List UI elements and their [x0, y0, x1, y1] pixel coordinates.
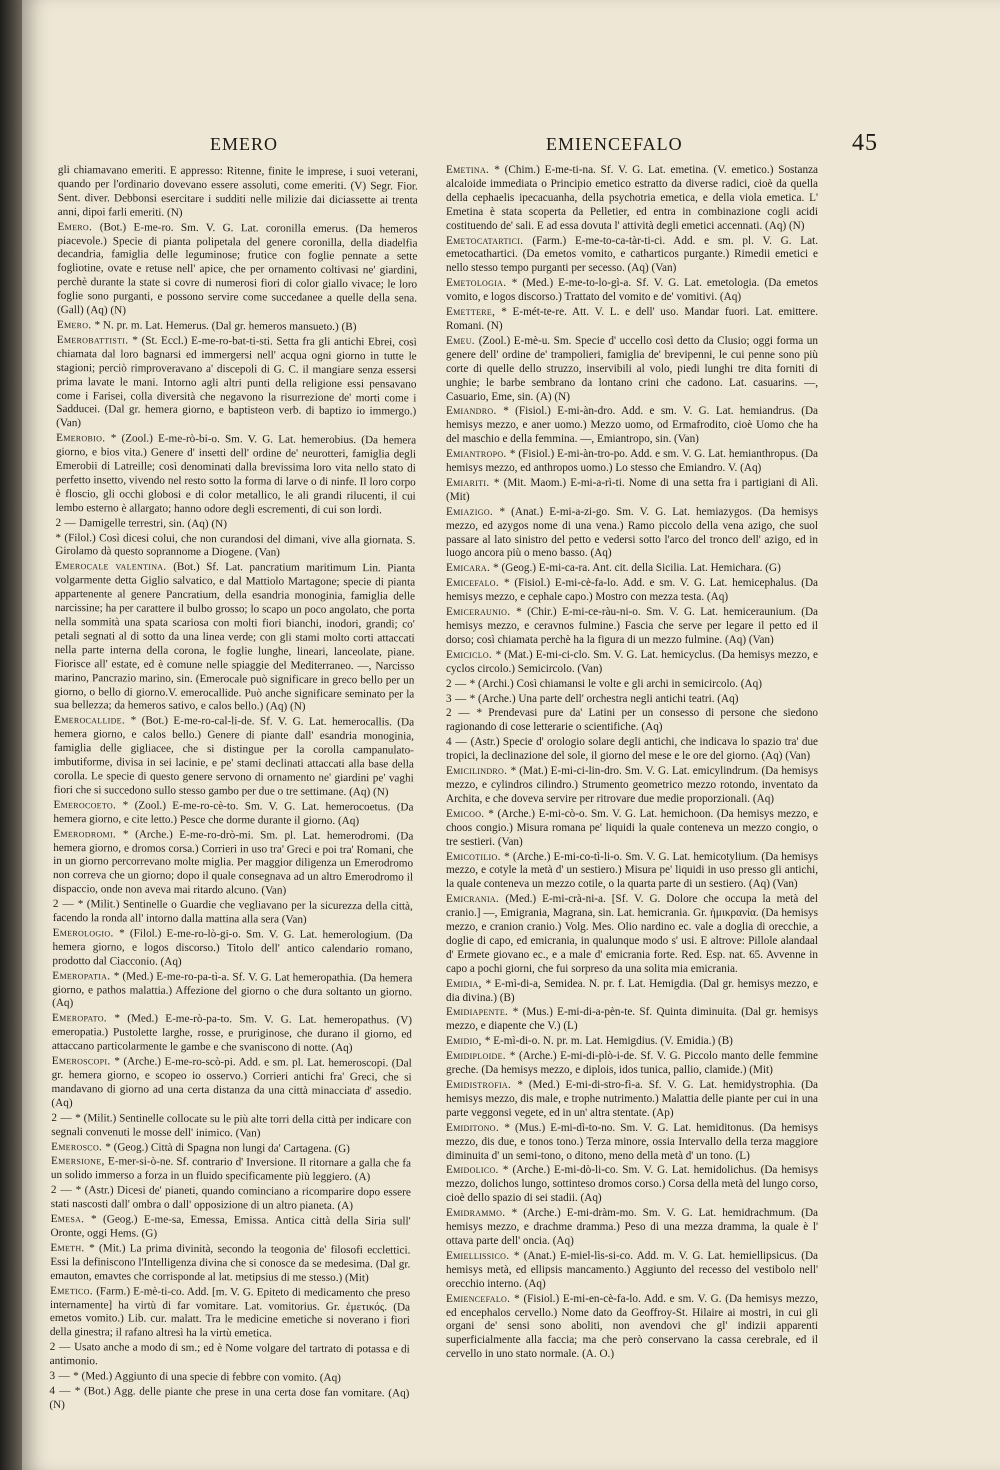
- entry-definition: * (Milit.) Sentinelle o Guardie che vegliavano per la sicurezza della città, facendo la ronda all' intorno dalla mattina alla sera (Van): [52, 898, 413, 926]
- entry-headword: Emetico.: [50, 1284, 97, 1297]
- entry-headword: Emiencefalo.: [446, 1292, 515, 1305]
- entry-definition: * (Arche.) E-mi-cò-o. Sm. V. G. Lat. hemichoon. (Da hemisys mezzo, e choos congio.) Misura romana pe' liquidi la quale conteneva un mezzo congio, o tre sestieri. (Van): [446, 807, 818, 848]
- dictionary-entry: [57, 221, 418, 321]
- entry-headword: Emidiapente.: [446, 1006, 513, 1019]
- entry-headword: Emerocale valentina.: [55, 560, 174, 574]
- entry-definition: * (Geog.) E-mi-ca-ra. Ant. cit. della Sicilia. Lat. Hemichara. (G): [493, 562, 781, 575]
- dictionary-entry: [49, 1370, 409, 1386]
- entry-headword: Emiellissico.: [446, 1249, 514, 1262]
- running-head-left: EMERO: [210, 134, 278, 154]
- entry-definition: * (Fisiol.) E-mi-cè-fa-lo. Add. e sm. V. G. Lat. hemicephalus. (Da hemisys mezzo, e cephale capo.) Mostro con mezza testa. (Aq): [446, 577, 818, 604]
- dictionary-entry: [446, 693, 818, 707]
- dictionary-entry: [446, 649, 818, 677]
- entry-definition: * (Anat.) E-mi-a-zi-go. Sm. V. G. Lat. hemiazygos. (Da hemisys mezzo, ed azygos nome di una vena.) Ramo piccolo della vena azigo, che suol passare al lato sinistro del petto e vedersi sotto l'arco del tronco dell' azigo, ed in luogo ancora più o meno basso. (Aq): [446, 505, 818, 560]
- dictionary-entry: [446, 562, 818, 576]
- entry-definition: * (Arche.) Una parte dell' orchestra negli antichi teatri. (Aq): [469, 692, 739, 705]
- dictionary-entry: [446, 235, 818, 277]
- entry-definition: * (Arche.) E-mi-dràm-mo. Sm. V. G. Lat. hemidrachmum. (Da hemisys mezzo, e drachme dramma.) Peso di una mezza dramma, la quale è l' ottava parte dell' oncia. (Aq): [446, 1207, 818, 1247]
- entry-headword: 2 —: [55, 516, 80, 529]
- entry-definition: * (Mat.) E-mi-ci-clo. Sm. V. G. Lat. hemicyclus. (Da hemisys mezzo, e cyclos circolo.) Semicircolo. (Van): [446, 648, 818, 675]
- entry-definition: * (Zool.) E-me-rò-bi-o. Sm. V. G. Lat. hemerobius. (Da hemera giorno, e bios vita.) Genere d' insetti dell' ordine de' neurotteri, famiglia degli Emerobii di Latreille; così denominati dalla brevissima loro vita nello stato di perfetto insetto, vivendo nel resto sotto la forma di larve o di ninfe. Il loro corpo è floscio, gli occhi globosi e di color metallico, le ali grandi rilucenti, il cui lembo esterno è allargato; hanno odore degli escrementi, di cui son lordi.: [55, 432, 417, 517]
- entry-definition: * (St. Eccl.) E-me-ro-bat-ti-sti. Setta fra gli antichi Ebrei, così chiamata dal loro bagnarsi ed immergersi nell' acqua ogni giorno in tutte le stagioni; perciò rimproveravano a' discepoli di G. C. il mangiare senza essersi prima lavate le mani. Intorno agli altri punti della religione essi pensavano come i Farisei, colla diversità che negavono la risurrezione de' morti come i Sadducei. (Dal gr. hemera giorno, e baptisteon verb. di baptizo io immergo.) (Van): [56, 334, 417, 430]
- entry-headword: 3 —: [49, 1370, 74, 1383]
- entry-definition: * E-mì-di-o. N. pr. m. Lat. Hemigdius. (V. Emidia.) (B): [484, 1035, 733, 1048]
- entry-headword: 4 —: [49, 1384, 75, 1398]
- entry-definition: * (Mat.) E-mi-ci-lin-dro. Sm. V. G. Lat. emicylindrum. (Da hemisys mezzo, e cylindros cilindro.) Strumento geometrico mezzo rotondo, inventato da Archita, e che doveva servire per ritrovare due medie proporzionali. (Aq): [446, 765, 818, 805]
- book-spine-shadow: [0, 0, 22, 1470]
- entry-definition: * E-mì-di-a, Semidea. N. pr. f. Lat. Hemigdia. (Dal gr. hemisys mezzo, e dia divina.) (B): [446, 977, 818, 1004]
- entry-definition: * (Bot.) Agg. delle piante che prese in una certa dose fan vomitare. (Aq) (N): [49, 1385, 410, 1411]
- dictionary-entry: [446, 1050, 818, 1078]
- dictionary-entry: [446, 893, 818, 976]
- entry-definition: * (Med.) E-me-to-lo-gì-a. Sf. V. G. Lat. emetologia. (Da emetos vomito, e logos discorso.) Trattato del vomito e de' vomitivi. (Aq): [446, 277, 818, 304]
- dictionary-entry: [446, 477, 818, 505]
- entry-definition: (Bot.) Sf. Lat. pancratium maritimum Lin. Pianta volgarmente detta Giglio salvatico, e dal Mattiolo Martagone; specie di pianta appartenente al genere Pancratium, della esandria monoginia, famiglia delle narcissine; ha per carattere il bulbo grosso; lo scapo un poco angolato, che porta nella sommità una spata scariosa con molti fiori bianchi, inodori, grandi; co' petali segnati al di sotto da una linea verde; con gli stami molto corti attaccati nella parte interna della corona, le foglie lunghe, lineari, lanceolate, piane. Fiorisce all' estate, ed è comune nelle spiaggie del Mediterraneo. —, Narcisso marino, Pancrazio marino, sin. (Emerocale può significare in greco bello per un giorno, o bello di giorno.V. emerocallide. Può anche significare seminato per la sua bellezza; da hemeros sativo, e calos bello.) (Aq) (N): [54, 561, 416, 714]
- entry-headword: 2 —: [49, 1341, 75, 1354]
- entry-headword: Emerobio.: [56, 432, 111, 445]
- entry-headword: Emerobattisti.: [56, 333, 133, 347]
- entry-headword: Emesa.: [50, 1213, 92, 1226]
- dictionary-entry: [446, 851, 818, 893]
- dictionary-entry: [446, 1079, 818, 1121]
- dictionary-entry: [55, 532, 415, 562]
- entry-definition: * (Filol.) Così dicesi colui, che non curandosi del dimani, vive alla giornata. S. Girolamo dà questo soprannome a Diogene. (Van): [55, 531, 416, 560]
- entry-headword: Emicefalo.: [446, 577, 505, 590]
- entry-definition: * (Med.) Aggiunto di una specie di febbre con vomito. (Aq): [73, 1370, 341, 1385]
- dictionary-entry: [52, 1012, 412, 1056]
- entry-definition: * (Archi.) Così chiamansi le volte e gli archi in semicircolo. (Aq): [469, 677, 762, 690]
- entry-definition: * (Fisiol.) E-mi-àn-dro. Add. e sm. V. G. Lat. hemiandrus. (Da hemisys mezzo, e aner uomo.) Mezzo uomo, od Ermafrodito, cioè Uomo che ha del maschio e della femmina. —, Emiantropo, sin. (Van): [446, 405, 819, 446]
- entry-definition: * (Arche.) E-mi-co-tì-li-o. Sm. V. G. Lat. hemicotylium. (Da hemisys mezzo, e cotyle la metà d' un sestiero.) Misura pe' liquidi in uso presso gli antichi, la quale conteneva un mezzo cotile, o la quarta parte di un sestiero. (Aq) (Van): [446, 850, 818, 891]
- dictionary-entry: [55, 517, 415, 533]
- dictionary-entry: [52, 927, 412, 971]
- entry-headword: Emiandro.: [446, 405, 504, 418]
- entry-headword: 3 —: [446, 692, 470, 705]
- entry-definition: E-mer-si-ò-ne. Sf. contrario d' Inversione. Il ritornare a galla che fa un solido immerso a forza in un fluido specificamente più leggiero. (A): [50, 1155, 412, 1184]
- dictionary-entry: [446, 606, 818, 648]
- dictionary-entry: [446, 678, 818, 692]
- entry-definition: (Farm.) E-me-to-ca-tàr-ti-ci. Add. e sm. pl. V. G. Lat. emetocathartici. (Da emetos vomito, e catharticos purgante.) Rimedii emetici e nello stesso tempo purganti per secesso. (Aq) (Van): [446, 234, 819, 275]
- entry-definition: * (Arche.) E-mi-di-plò-i-de. Sf. V. G. Piccolo manto delle femmine greche. (Da hemisys mezzo, e diplois, idos tunica, pallio, clamide.) (Mit): [446, 1050, 818, 1077]
- entry-definition: * (Arche.) E-me-ro-scò-pi. Add. e sm. pl. Lat. hemeroscopi. (Dal gr. hemera giorno, e scopeo io osservo.) Corrieri antichi fra' Greci, che si mandavano di giorno ad una certa distanza da una città minacciata d' assedio. (Aq): [51, 1055, 412, 1109]
- dictionary-entry: [54, 560, 415, 715]
- entry-headword: Emetologia.: [446, 277, 512, 290]
- dictionary-entry: [446, 405, 818, 447]
- entry-headword: Emicilindro.: [446, 765, 511, 778]
- dictionary-entry: [50, 1285, 410, 1343]
- entry-definition: (Med.) E-mi-crà-ni-a. [Sf. V. G. Dolore che occupa la metà del cranio.] —, Emigrania, Magrana, sin. Lat. hemicrania. Gr. ἡμικρανία. (Da hemisys mezzo, e cranion cranio.) Volg. Mes. Olio nardino ec. vale a doglia di orecchie, a doglie di capo, ed emicrania, in qualunque modo s' usi. E altrove: Pillole alandaal d' Ermete giovano ec., e a male d' emicrania forte. Red. Esp. nat. 65. Avvenne in capo a pochi giorni, che fui sorpreso da una solita mia emicrania.: [446, 893, 818, 975]
- entry-headword: Emiazigo.: [446, 505, 500, 518]
- entry-definition: * (Mit. Maom.) E-mi-a-rì-ti. Nome di una setta fra i partigiani di Alì. (Mit): [446, 476, 818, 503]
- entry-headword: Emerodromi.: [53, 827, 123, 841]
- entry-definition: * (Med.) E-me-rò-pa-to. Sm. V. G. Lat. hemeropathus. (V) emeropatia.) Pustolette larghe, rosse, e pruriginose, che durano il giorno, ed attaccano particolarmente le gambe e che svaniscono di notte. (Aq): [51, 1012, 413, 1055]
- entry-definition: (Bot.) E-me-ro. Sm. V. G. Lat. coronilla emerus. (Da hemeros piacevole.) Specie di pianta polipetala del genere coronilla, della diadelfia decandria, famiglia delle leguminose; frutice con foglie pennate a sette fogliotine, ovate e retuse nell' apice, che per ornamento coltivasi ne' giardini, perchè durante la state si covre di numerosi fiori di color giallo vivace; le loro foglie sono purganti, e possono servire come succedanee a quelle della sena. (Gall) (Aq) (N): [56, 220, 418, 317]
- entry-headword: Emidio,: [446, 1035, 485, 1048]
- dictionary-entry: [51, 1141, 411, 1157]
- entry-definition: * (Arche.) E-me-ro-drò-mi. Sm. pl. Lat. hemerodromi. (Da hemera giorno, e dromos corsa.) Corrieri in uso tra' Greci e poi tra' Romani, che in un giorno percorrevano molte miglia. Per maggior diligenza un Emerodromo non correva che un giorno; dopo il quale consegnava ad un altro Emerodromo il dispaccio, onde non aveva mai ritardo alcuno. (Van): [52, 828, 414, 897]
- entry-definition: (Farm.) E-mè-ti-co. Add. [m. V. G. Epiteto di medicamento che preso internamente] ha virtù di far vomitare. Lat. vomitorius. Gr. ἐμετικός. (Da emetos vomito.) Lib. cur. malatt. Tra le medicine emetiche si noverano i fiori della ginestra; il rafano altresì ha la virtù emetica.: [49, 1284, 411, 1340]
- entry-definition: gli chiamavano emeriti. E appresso: Ritenne, finite le imprese, i suoi veterani, quando per l'ordinario dovevano essere assoluti, come emeriti. (V) Segr. Fior. Sent. diver. Debbonsi esercitare i sudditi nelle milizie dai diciassette ai trenta anni, dipoi farli emeriti. (N): [57, 164, 418, 219]
- entry-headword: Emidrammo.: [446, 1207, 512, 1220]
- entry-headword: Emetocatartici.: [446, 234, 533, 247]
- entry-definition: * (Zool.) E-me-ro-cè-to. Sm. V. G. Lat. hemerocoetus. (Da hemera giorno, e cite letto.) Pesce che dorme durante il giorno. (Aq): [53, 799, 414, 827]
- entry-headword: Emeth.: [50, 1241, 90, 1255]
- entry-headword: Emeroscopi.: [51, 1055, 115, 1068]
- dictionary-entry: [446, 448, 818, 476]
- entry-definition: * (Astr.) Dicesi de' pianeti, quando cominciano a ricomparire dopo essere stati nascosti dall' ombra o dall' opposizione di un altro pianeta. (A): [50, 1184, 411, 1213]
- dictionary-entry: [53, 828, 413, 900]
- entry-definition: * E-mét-te-re. Att. V. L. e dell' uso. Mandar fuori. Lat. emittere. Romani. (N): [446, 306, 818, 332]
- dictionary-entry: [446, 277, 818, 305]
- dictionary-entry: [58, 164, 418, 222]
- dictionary-entry: [49, 1385, 409, 1415]
- entry-definition: * Prendevasi pure da' Latini per un consesso di persone che siedono ragionando di cose letterarie o scientifiche. (Aq): [446, 707, 819, 734]
- entry-headword: Emettere,: [446, 306, 502, 319]
- dictionary-entry: [446, 306, 818, 334]
- entry-definition: * (Mus.) E-mi-di-a-pèn-te. Sf. Quinta diminuita. (Dal gr. hemisys mezzo, e diapente che V.) (L): [446, 1006, 818, 1033]
- dictionary-entry: [446, 1207, 818, 1249]
- dictionary-entry: [446, 1293, 818, 1363]
- entry-headword: Emerocallide.: [54, 714, 131, 727]
- entry-headword: 2 —: [446, 707, 477, 720]
- entry-headword: Emiciclo.: [446, 648, 496, 661]
- entry-definition: * (Mit.) La prima divinità, secondo la teogonia de' filosofi ecclettici. Essi la definiscono l'Intelligenza divina che si conosce da se medesima. (Dal gr. emauton, emavtes che corrisponde al lat. metipsius di me stesso.) (Mit): [50, 1242, 411, 1284]
- dictionary-entry: [50, 1242, 410, 1286]
- dictionary-entry: [446, 736, 818, 764]
- entry-headword: Emerologio.: [52, 926, 120, 940]
- dictionary-entry: [56, 432, 417, 518]
- dictionary-entry: [446, 808, 818, 850]
- entry-definition: * (Chir.) E-mi-ce-ràu-ni-o. Sm. V. G. Lat. hemiceraunium. (Da hemisys mezzo, e ceravnos fulmine.) Fascia che serve per legare il petto ed il dorso; così chiamata perchè ha la figura di un mezzo fulmine. (Aq) (Van): [446, 606, 818, 646]
- dictionary-entry: [57, 319, 417, 335]
- dictionary-entry: [446, 1006, 818, 1034]
- dictionary-entry: [446, 1250, 818, 1292]
- entry-definition: (Zool.) E-mè-u. Sm. Specie d' uccello così detto da Clusio; oggi forma un genere dell' ordine de' trampolieri, famiglia de' brevipenni, le cui penne sono più corte di quelle dello struzzo, inservibili al volo, piedi lunghi tre dita forniti di unghie; le barbe sembrano da lontano crini che cadono. Lat. casuarins. —, Casuario, Eme, sin. (A) (N): [446, 334, 818, 403]
- entry-definition: * (Chim.) E-me-ti-na. Sf. V. G. Lat. emetina. (V. emetico.) Sostanza alcaloide immediata o Principio emetico estratto da diverse radici, cioè da quella della cephaelis ipecacuanha, della psychotria emetica, e della viola emetica. L' Emetina è stata scoperta da Pelletier, ed entra in combinazione cogli acidi costituendo de' sali. E ad essa dovuta l' attività degli emetici accennati. (Aq) (N): [446, 164, 819, 232]
- entry-definition: * (Filol.) E-me-ro-lò-gi-o. Sm. V. G. Lat. hemerologium. (Da hemera giorno, e logos discorso.) Titolo dell' antico calendario romano, prodotto dal Ciacconio. (Aq): [52, 927, 413, 968]
- entry-headword: 2 —: [52, 898, 78, 911]
- entry-headword: 2 —: [50, 1184, 76, 1197]
- entry-definition: * (Bot.) E-me-ro-cal-li-de. Sf. V. G. Lat. hemerocallis. (Da hemera giorno, e calos bello.) Genere di piante dall' esandria monoginia, famiglia delle gigliacee, che si distingue per la corolla campanulato-imbutiforme, divisa in sei lacinie, e pe' stami declinati attaccati alla base della corolla. Le specie di questo genere servono di ornamento ne' giardini pe' vaghi fiori che si succedono sullo stesso gambo per due o tre settimane. (Aq) (N): [53, 714, 415, 799]
- running-head-right: EMIENCEFALO: [546, 134, 683, 154]
- entry-headword: Emersione,: [50, 1155, 108, 1168]
- entry-headword: Emeropato.: [51, 1012, 115, 1025]
- entry-headword: Emero.: [56, 318, 95, 332]
- entry-definition: * (Fisiol.) E-mi-en-cè-fa-lo. Add. e sm. V. G. (Da hemisys mezzo, ed encephalos cervello.) Nome dato da Geoffroy-St. Hilaire ai mostri, in cui gli organi de' sensi sono aboliti, non avendovi che gl' indizii apparenti superficialmente alla faccia; ma che però conservano la cassa cerebrale, ed il cervello in uno stato normale. (A. O.): [446, 1292, 818, 1361]
- entry-definition: * (Med.) E-me-ro-pa-tì-a. Sf. V. G. Lat hemeropathia. (Da hemera giorno, e pathos malattia.) Affezione del giorno o che dura soltanto un giorno. (Aq): [52, 970, 413, 1010]
- entry-definition: * (Anat.) E-miel-lìs-si-co. Add. m. V. G. Lat. hemiellipsicus. (Da hemisys metà, ed ellipsis mancamento.) Aggiunto del recesso del vestibolo nell' orecchio interno. (Aq): [446, 1249, 818, 1290]
- dictionary-entry: [446, 164, 818, 234]
- entry-headword: Emiantropo.: [446, 448, 510, 461]
- dictionary-entry: [56, 334, 417, 434]
- dictionary-entry: [50, 1341, 410, 1371]
- dictionary-entry: [446, 765, 818, 807]
- entry-headword: Emicotilio.: [446, 850, 505, 863]
- dictionary-entry: [446, 978, 818, 1006]
- entry-headword: 4 —: [446, 736, 471, 749]
- entry-definition: * (Fisiol.) E-mi-àn-tro-po. Add. e sm. V. G. Lat. hemianthropus. (Da hemisys mezzo, ed anthropos uomo.) Lo stesso che Emiandro. V. (Aq): [446, 448, 818, 475]
- entry-headword: Emiceraunio.: [446, 606, 517, 619]
- page-number: 45: [852, 130, 878, 156]
- entry-headword: Emetina.: [446, 164, 495, 176]
- entry-headword: Emerosco.: [51, 1140, 106, 1153]
- dictionary-entry: [446, 1122, 818, 1164]
- entry-definition: * (Med.) E-mi-di-stro-fì-a. Sf. V. G. Lat. hemidystrophia. (Da hemisys mezzo, dis male, e trophe nutrimento.) Malattia delle piante per cui in una parte veggonsi vegete, ed in un' altra stentate. (Ap): [446, 1079, 819, 1119]
- entry-definition: (Astr.) Specie d' orologio solare degli antichi, che indicava lo spazio tra' due tropici, la declinazione del sole, il giorno del mese e le ore del giorno. (Aq) (Van): [446, 736, 818, 763]
- entry-definition: Damigelle terrestri, sin. (Aq) (N): [79, 516, 227, 530]
- entry-headword: 2 —: [51, 1111, 76, 1124]
- entry-definition: * (Geog.) E-me-sa, Emessa, Emissa. Antica città della Siria sull' Oronte, oggi Hems. (G): [50, 1213, 411, 1240]
- entry-headword: Emerocoeto.: [53, 798, 123, 812]
- dictionary-entry: [53, 799, 413, 829]
- dictionary-entry: [53, 898, 413, 928]
- dictionary-entry: [446, 577, 818, 605]
- entry-definition: Usato anche a modo di sm.; ed è Nome volgare del tartrato di potassa e di antimonio.: [49, 1341, 410, 1368]
- entry-definition: * N. pr. m. Lat. Hemerus. (Dal gr. hemeros mansueto.) (B): [94, 319, 357, 334]
- dictionary-entry: [446, 1035, 818, 1049]
- dictionary-entry: [50, 1213, 410, 1243]
- entry-headword: Emicara.: [446, 562, 494, 575]
- entry-headword: Emicrania.: [446, 893, 506, 906]
- dictionary-entry: [51, 1184, 411, 1214]
- dictionary-entry: [54, 714, 415, 800]
- dictionary-column-right: [446, 164, 818, 1363]
- entry-headword: Emidistrofia.: [446, 1079, 518, 1091]
- entry-definition: * (Arche.) E-mi-dò-li-co. Sm. V. G. Lat. hemidolichus. (Da hemisys mezzo, dolichos lungo, sottinteso dromos corso.) Corsa della metà del lungo corso, cioè dello spazio di sei stadii. (Aq): [446, 1164, 818, 1205]
- dictionary-entry: [51, 1112, 411, 1142]
- entry-headword: Emeu.: [446, 334, 479, 347]
- entry-headword: Emidia,: [446, 977, 486, 990]
- entry-definition: * (Milit.) Sentinelle collocate su le più alte torri della città per indicare con segnali convenuti le mosse dell' inimico. (Van): [51, 1111, 412, 1140]
- entry-headword: Emiariti.: [446, 476, 494, 489]
- entry-definition: * (Mus.) E-mi-dì-to-no. Sm. V. G. Lat. hemiditonus. (Da hemisys mezzo, dis due, e tonos tono.) Terza minore, ossia Intervallo della terza maggiore diminuita d' un semi-tono, o ditono, meno della metà d' un tono. (L): [446, 1121, 818, 1162]
- dictionary-entry: [52, 970, 412, 1014]
- dictionary-entry: [51, 1055, 411, 1113]
- entry-headword: 2 —: [446, 677, 470, 690]
- entry-definition: * (Geog.) Città di Spagna non lungi da' Cartagena. (G): [105, 1140, 350, 1155]
- dictionary-entry: [446, 1164, 818, 1206]
- dictionary-entry: [446, 335, 818, 405]
- entry-headword: Emero.: [57, 220, 100, 233]
- dictionary-entry: [446, 707, 818, 735]
- dictionary-entry: [51, 1155, 411, 1185]
- entry-headword: Emidiploide.: [446, 1050, 510, 1063]
- dictionary-entry: [446, 506, 818, 562]
- entry-headword: Emeropatia.: [52, 969, 114, 983]
- entry-headword: Emicoo.: [446, 807, 489, 820]
- dictionary-column-left: [49, 164, 418, 1416]
- entry-headword: Emidolico.: [446, 1164, 503, 1177]
- entry-headword: Emiditono.: [446, 1121, 505, 1134]
